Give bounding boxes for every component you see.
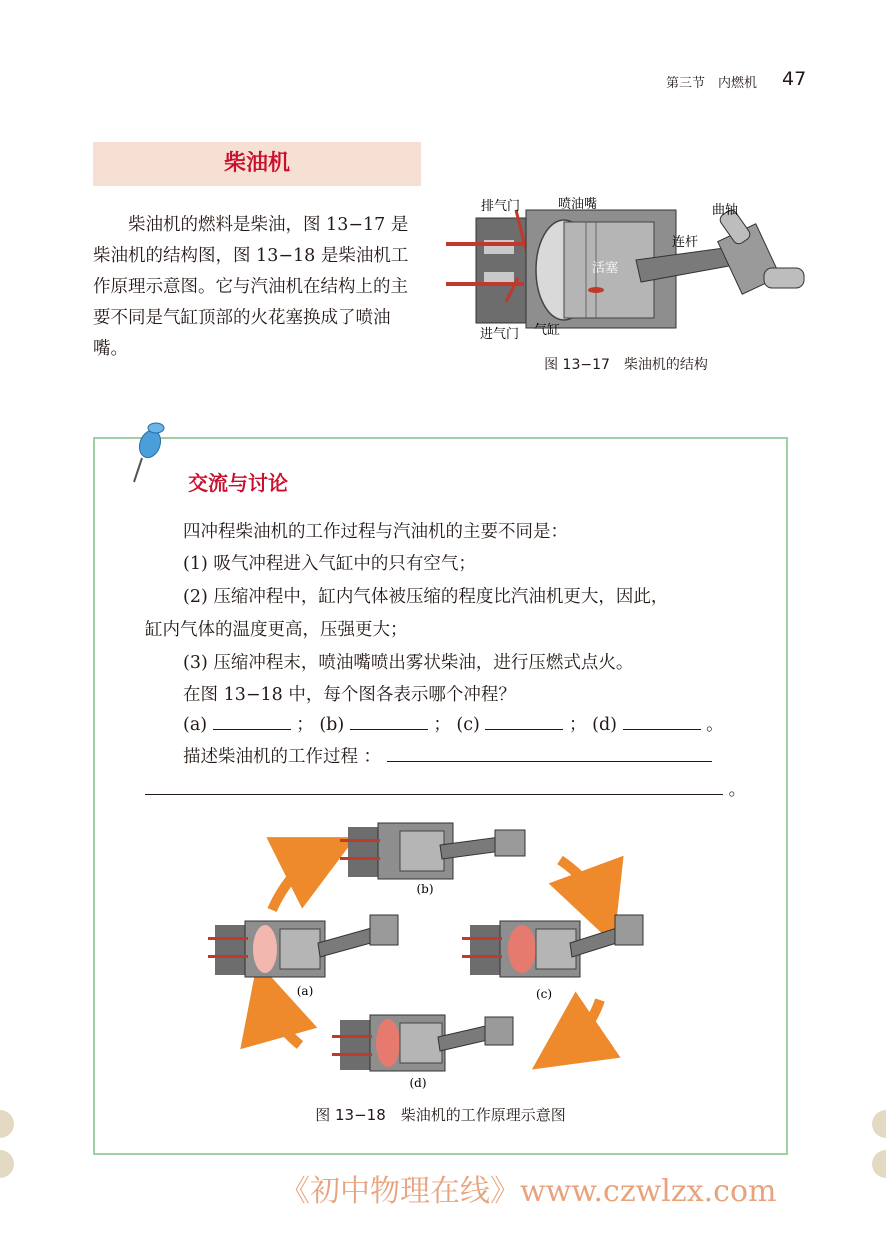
describe-row-2 bbox=[145, 776, 746, 801]
diesel-cycle-figure bbox=[200, 815, 670, 1105]
fig17-caption: 图 13−17 柴油机的结构 bbox=[544, 357, 708, 373]
discussion-heading: 交流与讨论 bbox=[188, 471, 288, 495]
blank-end: 。 bbox=[706, 715, 724, 735]
fig18-label-c: (c) bbox=[535, 987, 553, 1001]
blank-sep-2: ； bbox=[433, 715, 451, 735]
fig18-label-b: (b) bbox=[416, 882, 434, 896]
intro-paragraph bbox=[93, 210, 423, 365]
blank-label-b: (b) bbox=[319, 715, 345, 735]
engine-a bbox=[208, 915, 398, 977]
cycle-arrow-b-to-c bbox=[560, 860, 600, 907]
describe-blank-1[interactable] bbox=[387, 743, 712, 762]
discussion-line-2: (1) 吸气冲程进入气缸中的只有空气； bbox=[183, 554, 476, 574]
discussion-line-5: (3) 压缩冲程末，喷油嘴喷出雾状柴油，进行压燃式点火。 bbox=[183, 653, 634, 673]
engine-d bbox=[332, 1015, 513, 1071]
blank-label-c: (c) bbox=[456, 715, 480, 735]
discussion-line-6: 在图 13−18 中，每个图各表示哪个冲程？ bbox=[183, 685, 516, 705]
answer-blank-a[interactable] bbox=[213, 711, 291, 730]
section-heading-band bbox=[93, 142, 421, 186]
label-exhaust-valve: 排气门 bbox=[481, 199, 521, 214]
section-title: 第三节 内燃机 bbox=[666, 76, 758, 91]
answer-blank-d[interactable] bbox=[623, 711, 701, 730]
blank-sep-1: ； bbox=[296, 715, 314, 735]
label-crankshaft: 曲轴 bbox=[712, 203, 739, 218]
cycle-arrow-d-to-a bbox=[268, 1000, 300, 1045]
engine-c bbox=[462, 915, 643, 977]
label-connecting-rod: 连杆 bbox=[672, 235, 699, 250]
cycle-arrow-c-to-d bbox=[565, 1000, 600, 1047]
section-heading: 柴油机 bbox=[223, 151, 290, 176]
describe-row bbox=[183, 743, 712, 768]
label-cylinder: 气缸 bbox=[534, 323, 561, 338]
running-head bbox=[640, 68, 810, 92]
blank-label-d: (d) bbox=[592, 715, 617, 735]
edge-decoration bbox=[0, 1150, 14, 1178]
answer-blank-b[interactable] bbox=[350, 711, 428, 730]
diesel-structure-figure bbox=[446, 190, 806, 350]
describe-blank-2[interactable] bbox=[145, 776, 723, 795]
engine-b bbox=[340, 823, 525, 879]
describe-end: 。 bbox=[728, 780, 747, 800]
label-piston: 活塞 bbox=[592, 261, 619, 276]
describe-label: 描述柴油机的工作过程 ： bbox=[183, 747, 382, 767]
page-number: 47 bbox=[782, 68, 807, 90]
stroke-blanks-row bbox=[183, 711, 724, 736]
answer-blank-c[interactable] bbox=[485, 711, 563, 730]
cycle-arrow-a-to-b bbox=[272, 855, 320, 910]
discussion-line-3: (2) 压缩冲程中，缸内气体被压缩的程度比汽油机更大，因此， bbox=[183, 587, 669, 607]
discussion-line-4: 缸内气体的温度更高，压强更大； bbox=[145, 620, 408, 640]
edge-decoration bbox=[872, 1110, 886, 1138]
fig18-label-d: (d) bbox=[409, 1076, 427, 1090]
blank-sep-3: ； bbox=[569, 715, 587, 735]
watermark: 《初中物理在线》www.czwlzx.com bbox=[280, 1174, 777, 1209]
fig18-caption: 图 13−18 柴油机的工作原理示意图 bbox=[315, 1106, 566, 1124]
label-intake-valve: 进气门 bbox=[480, 327, 520, 342]
intro-text: 柴油机的燃料是柴油，图 13−17 是柴油机的结构图，图 13−18 是柴油机工作原理示意图。它与汽油机在结构上的主要不同是气缸顶部的火花塞换成了喷油嘴。 bbox=[93, 215, 409, 359]
label-nozzle: 喷油嘴 bbox=[558, 197, 598, 212]
discussion-line-1: 四冲程柴油机的工作过程与汽油机的主要不同是： bbox=[183, 522, 568, 542]
fig18-label-a: (a) bbox=[296, 984, 314, 998]
pushpin-icon bbox=[128, 418, 168, 490]
blank-label-a: (a) bbox=[183, 715, 208, 735]
edge-decoration bbox=[0, 1110, 14, 1138]
